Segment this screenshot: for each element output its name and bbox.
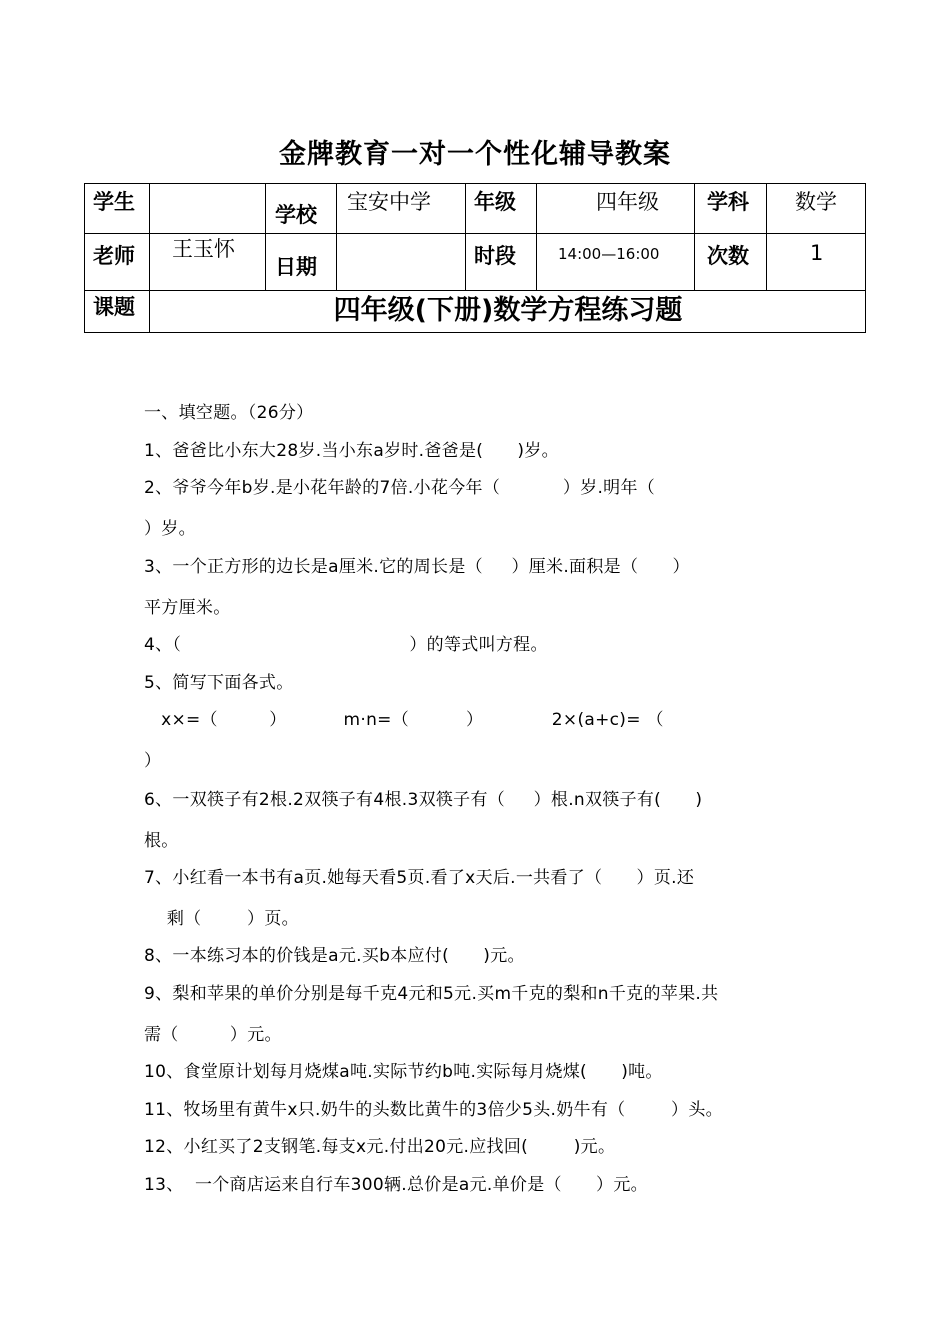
count-value: 1 [810, 241, 824, 265]
table-line [465, 183, 466, 291]
count-label: 次数 [707, 244, 749, 268]
question-line: 9、梨和苹果的单价分别是每千克4元和5元.买m千克的梨和n千克的苹果.共 [144, 984, 719, 1004]
question-line: 11、牧场里有黄牛x只.奶牛的头数比黄牛的3倍少5头.奶牛有（ ）头。 [144, 1100, 723, 1120]
teacher-label: 老师 [93, 244, 135, 268]
table-line [536, 183, 537, 291]
question-line: 需（ ）元。 [144, 1025, 282, 1045]
question-line: 3、一个正方形的边长是a厘米.它的周长是（ ）厘米.面积是（ ） [144, 557, 690, 577]
question-line: ）岁。 [144, 519, 196, 539]
question-line: 剩（ ）页。 [144, 909, 299, 929]
document-title: 金牌教育一对一个性化辅导教案 [279, 139, 671, 170]
grade-value: 四年级 [596, 190, 659, 214]
table-line [84, 332, 866, 333]
date-label: 日期 [275, 255, 317, 279]
school-value: 宝安中学 [347, 190, 431, 214]
question-line: 2、爷爷今年b岁.是小花年龄的7倍.小花今年（ ）岁.明年（ [144, 478, 656, 498]
question-line: 根。 [144, 831, 179, 851]
question-line: 10、食堂原计划每月烧煤a吨.实际节约b吨.实际每月烧煤( )吨。 [144, 1062, 663, 1082]
topic-label: 课题 [93, 295, 135, 319]
table-line [766, 183, 767, 291]
question-line: x×=（ ） m·n=（ ） 2×(a+c)= （ [144, 710, 664, 730]
subject-label: 学科 [707, 190, 749, 214]
student-label: 学生 [93, 190, 135, 214]
school-label: 学校 [275, 203, 317, 227]
grade-label: 年级 [474, 190, 516, 214]
question-line: ） [144, 751, 162, 771]
question-line: 7、小红看一本书有a页.她每天看5页.看了x天后.一共看了（ ）页.还 [144, 868, 695, 888]
question-line: 4、（ ）的等式叫方程。 [144, 635, 548, 655]
teacher-value: 王玉怀 [172, 237, 235, 261]
topic-value: 四年级(下册)数学方程练习题 [333, 295, 683, 326]
question-line: 8、一本练习本的价钱是a元.买b本应付( )元。 [144, 946, 525, 966]
question-line: 12、小红买了2支钢笔.每支x元.付出20元.应找回( )元。 [144, 1137, 616, 1157]
table-line [336, 183, 337, 291]
section-heading: 一、填空题。（26分） [144, 403, 314, 423]
period-value: 14:00—16:00 [558, 245, 660, 263]
subject-value: 数学 [795, 190, 837, 214]
question-line: 6、一双筷子有2根.2双筷子有4根.3双筷子有（ ）根.n双筷子有( ) [144, 790, 703, 810]
period-label: 时段 [474, 244, 516, 268]
table-line [694, 183, 695, 291]
table-line [84, 183, 866, 184]
question-line: 5、简写下面各式。 [144, 673, 294, 693]
table-line [84, 183, 85, 333]
question-line: 平方厘米。 [144, 598, 231, 618]
question-line: 1、爸爸比小东大28岁.当小东a岁时.爸爸是( )岁。 [144, 441, 559, 461]
question-line: 13、 一个商店运来自行车300辆.总价是a元.单价是（ ）元。 [144, 1175, 648, 1195]
table-line [265, 183, 266, 291]
